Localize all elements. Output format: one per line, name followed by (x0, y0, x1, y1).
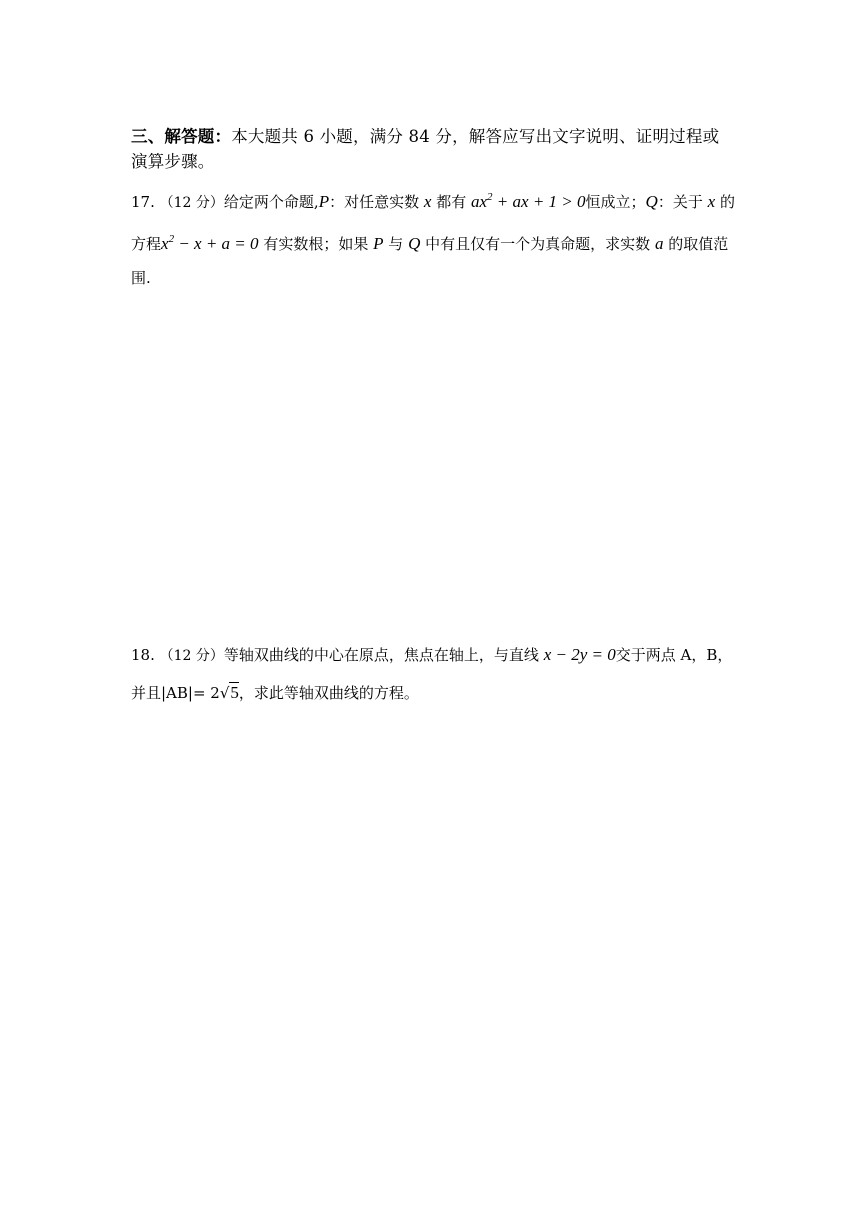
sqrt-icon: √ (219, 684, 230, 702)
q17-number: 17. (131, 193, 155, 211)
q17-equation: $x^2 - x + a = 0$ (161, 233, 259, 253)
q18-line-equation: x − 2y = 0 (543, 645, 616, 664)
q18-points: （12 分） (159, 648, 224, 664)
q17-P: P (318, 192, 330, 211)
section-heading: 三、解答题： (131, 127, 232, 146)
q17-text: 给定两个命题, (223, 193, 319, 211)
q17-text: 围. (131, 269, 151, 287)
q17-text: 都有 (436, 193, 467, 211)
q17-x: x (423, 192, 432, 211)
section-intro: 本大题共 6 小题，满分 84 分，解答应写出文字说明、证明过程或 (231, 127, 720, 146)
section-intro-cont: 演算步骤。 (131, 152, 215, 171)
q17-text: 的取值范 (668, 235, 729, 253)
section-intro-line1 (131, 127, 731, 147)
q18-text: 交于两点 A，B， (615, 646, 733, 664)
section-intro-line2 (131, 152, 731, 172)
q18-text: ，求此等轴双曲线的方程。 (238, 684, 419, 702)
q17-text: 恒成立； (585, 193, 646, 211)
q18-text: 等轴双曲线的中心在原点，焦点在轴上，与直线 (223, 646, 539, 664)
question-17-line2 (131, 229, 731, 254)
question-17-line1 (131, 187, 735, 213)
q17-text: 中有且仅有一个为真命题，求实数 (425, 235, 651, 253)
q17-points: （12 分） (159, 195, 224, 211)
question-18-line2 (131, 683, 731, 703)
q17-text: ：关于 (657, 193, 703, 211)
question-18-line1 (131, 645, 731, 666)
q18-number: 18. (131, 646, 155, 664)
q17-Q: Q (645, 192, 658, 211)
q17-x2: x (707, 192, 716, 211)
question-17-line3 (131, 268, 731, 288)
q17-P2: P (373, 234, 384, 253)
q17-text: 与 (388, 235, 404, 253)
q17-a: a (654, 234, 664, 253)
q17-inequality: $ax^2$ + ax + 1 > 0 (471, 191, 586, 211)
q18-sqrt-value: 5 (230, 683, 239, 702)
q17-text: 有实数根；如果 (263, 235, 369, 253)
q18-text: 并且|AB|= 2 (131, 684, 220, 702)
q17-text: 方程 (131, 235, 162, 253)
q17-text: 的 (719, 193, 735, 211)
q17-text: ：对任意实数 (329, 193, 420, 211)
q17-Q2: Q (408, 234, 421, 253)
